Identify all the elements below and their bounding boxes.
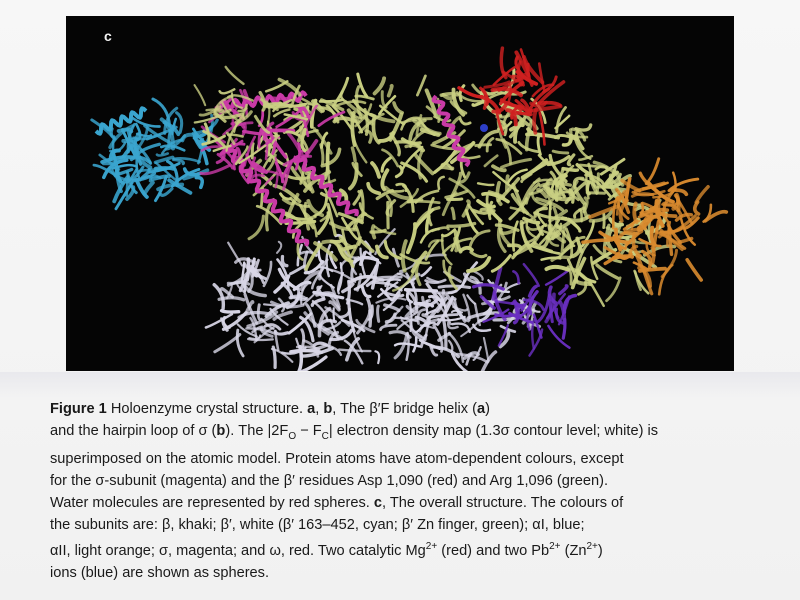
caption-line: αII, light orange; σ, magenta; and ω, red. Two catalytic $Mg^{2+}$ (red) and two $Pb^{2+}$ $(Zn^{2+})$ <box>50 540 603 559</box>
figure-label: Figure 1 <box>50 401 111 417</box>
caption-line: superimposed on the atomic model. Protein atoms have atom-dependent colours, except <box>50 450 624 467</box>
molecular-structure-image <box>66 16 734 371</box>
figure-panel-c <box>66 16 734 371</box>
caption-line: the subunits are: β, khaki; β′, white (β′ 163–452, cyan; β′ Zn finger, green); αI, blue; <box>50 516 585 533</box>
scan-shadow <box>0 372 800 398</box>
caption-line: for the σ-subunit (magenta) and the β′ residues Asp 1,090 (red) and Arg 1,096 (green). <box>50 472 608 489</box>
caption-line: Figure 1 Holoenzyme crystal structure. a, b, The β′F bridge helix (a) <box>50 401 490 417</box>
figure-caption <box>50 398 770 584</box>
caption-text <box>50 398 770 584</box>
caption-line: and the hairpin loop of σ (b). The $|2F_O - F_C|$ electron density map (1.3σ contour level; white) is <box>50 423 659 442</box>
caption-line: Water molecules are represented by red spheres. c, The overall structure. The colours of <box>50 494 624 511</box>
caption-line: ions (blue) are shown as spheres. <box>50 564 270 581</box>
panel-letter: c <box>104 28 112 44</box>
